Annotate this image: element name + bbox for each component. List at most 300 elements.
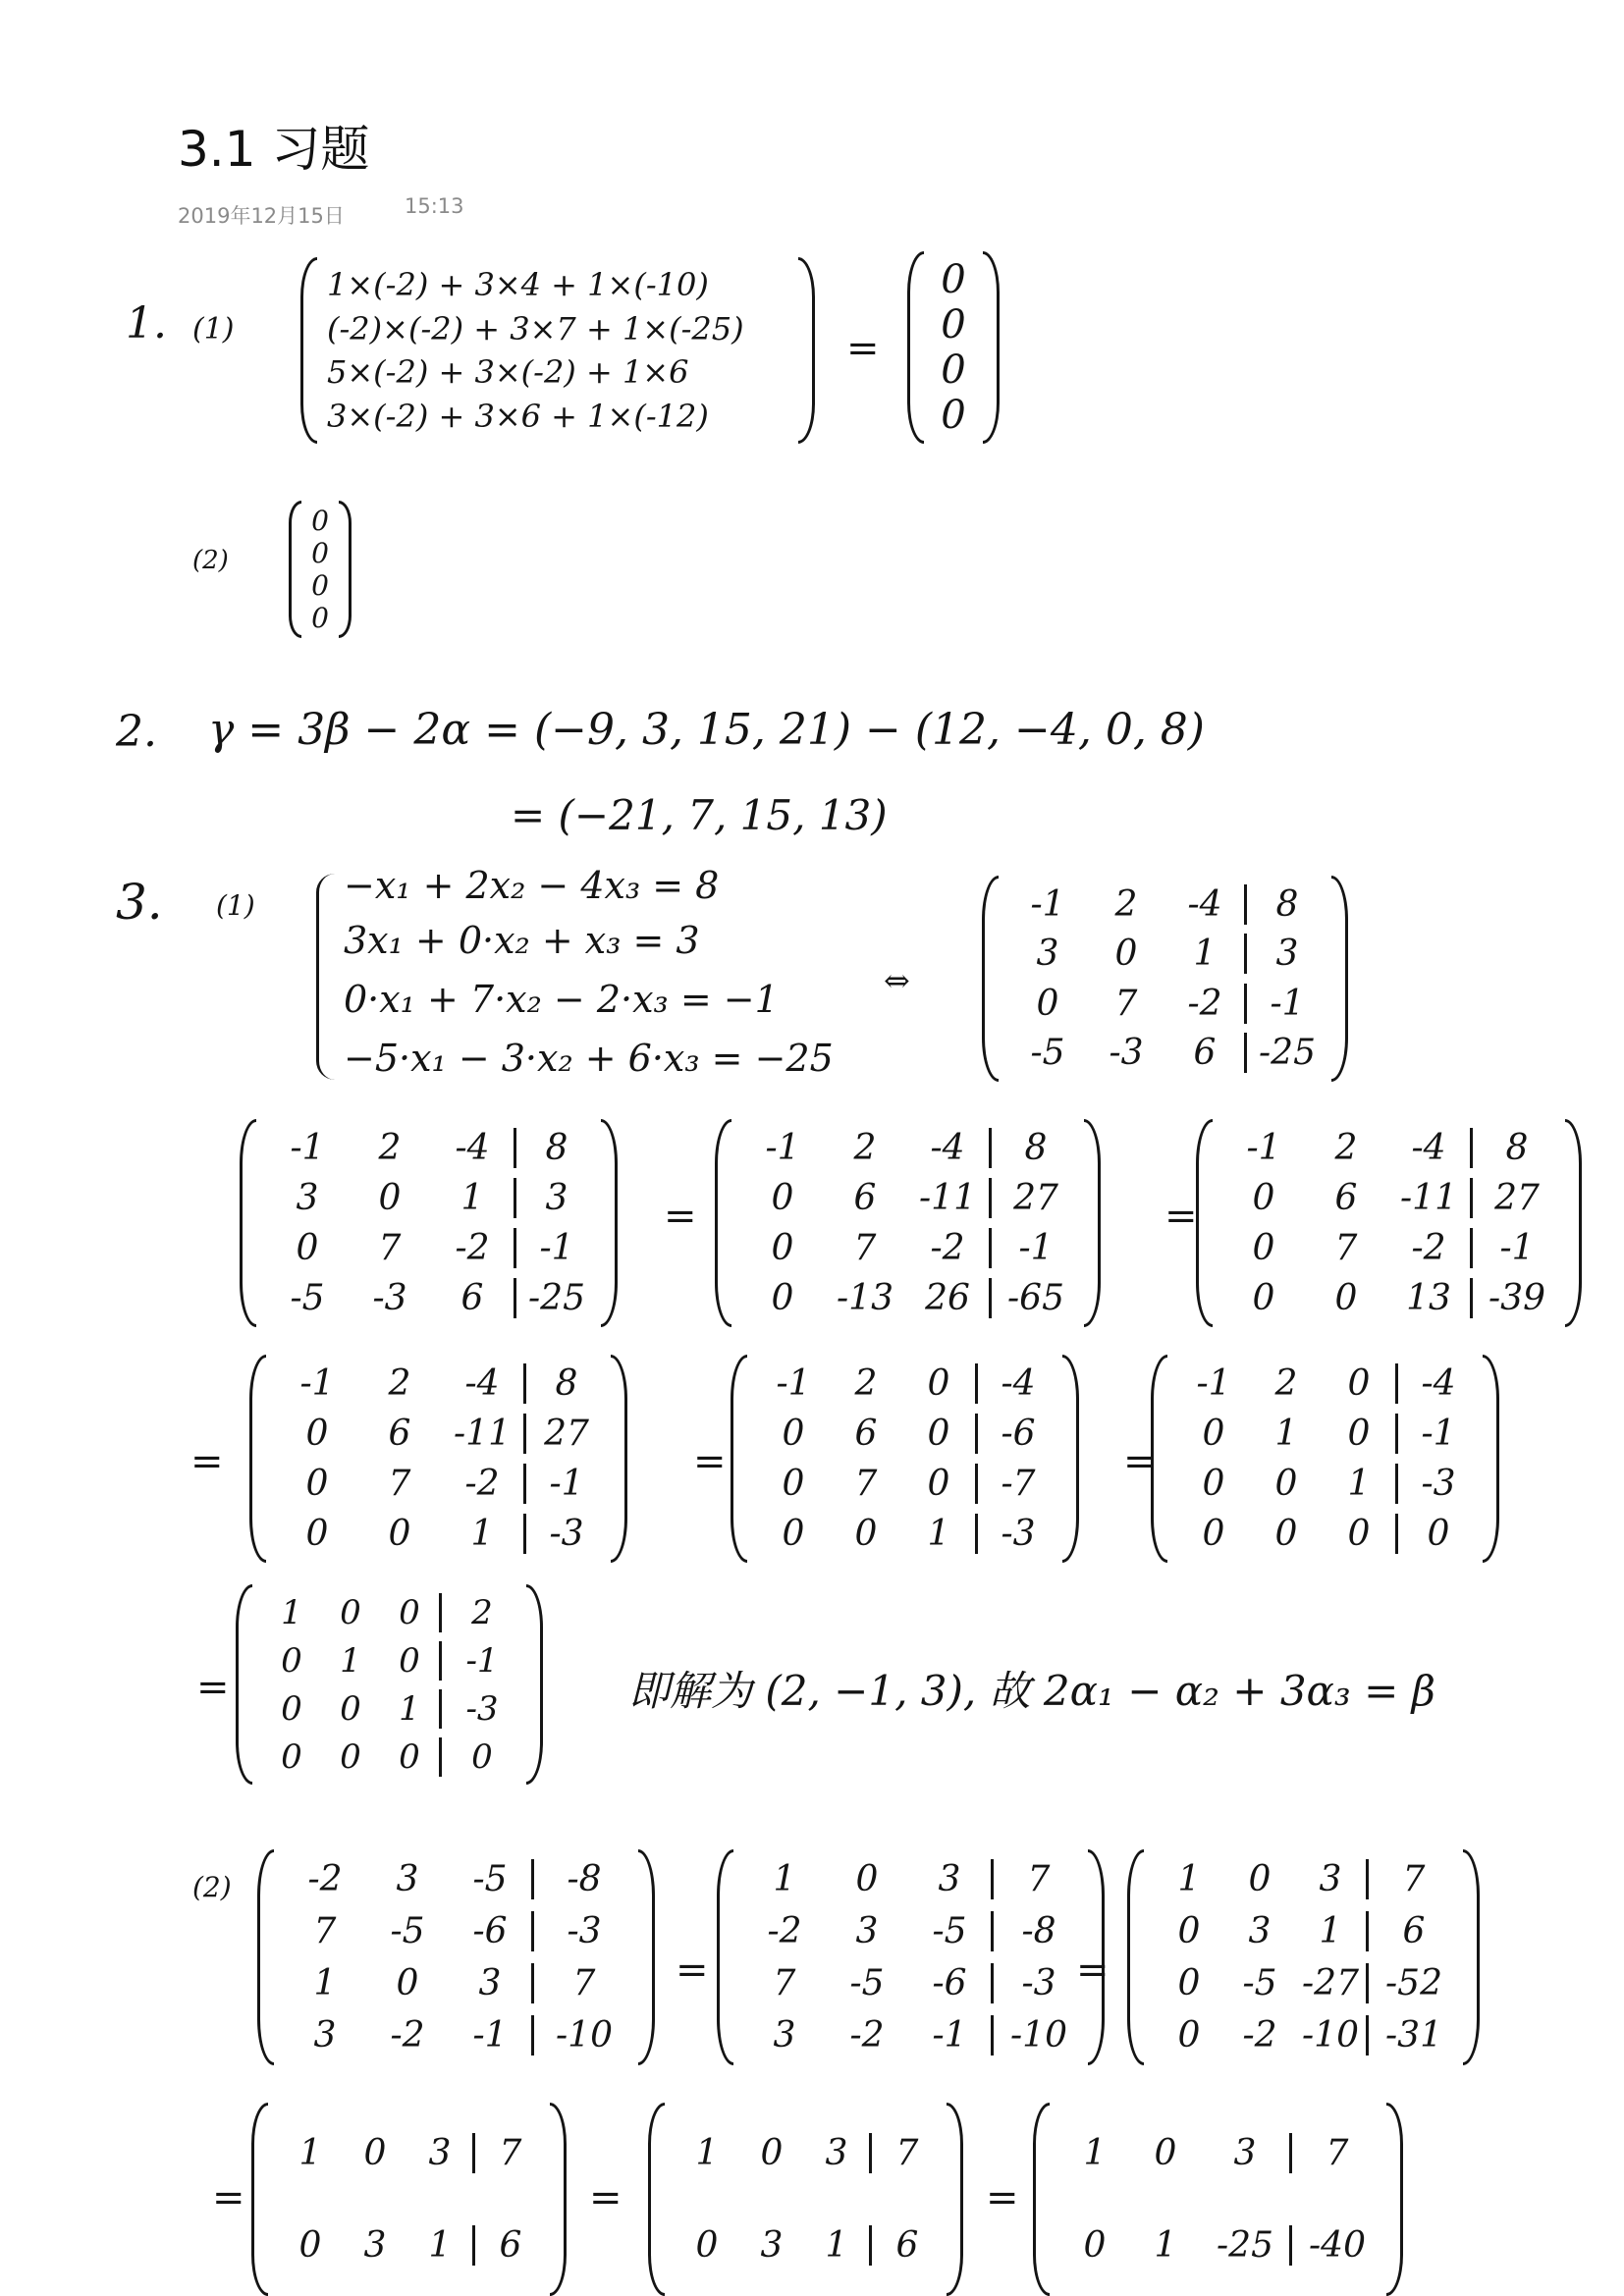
left-paren — [1127, 1849, 1144, 2065]
matrix-row — [675, 2133, 937, 2173]
matrix-cell: 0 — [760, 2132, 784, 2173]
matrix-cell: -25 — [514, 1278, 591, 1318]
matrix-row — [266, 1278, 591, 1318]
left-paren — [236, 1584, 252, 1785]
matrix-cell: 27 — [1470, 1178, 1555, 1218]
matrix-cell: 0 — [296, 1228, 319, 1268]
matrix-cell: 7 — [1334, 1228, 1358, 1268]
matrix-cell: -4 — [975, 1363, 1053, 1404]
matrix-row — [1177, 1464, 1473, 1504]
matrix-cell: 1 — [340, 1640, 361, 1681]
matrix-cell: -39 — [1470, 1278, 1555, 1318]
matrix-cell: -27 — [1302, 1963, 1359, 2003]
equals-sign: = — [693, 1439, 727, 1484]
matrix-cell: 0 — [1347, 1414, 1371, 1454]
matrix-row — [1154, 2015, 1453, 2056]
problem-1-part-1: (1) — [192, 312, 235, 347]
result-entry: 0 — [311, 602, 329, 634]
system-equation: 0·x₁ + 7·x₂ − 2·x₃ = −1 — [344, 978, 779, 1021]
matrix-row — [276, 1464, 601, 1504]
matrix-cell: -3 — [523, 1514, 601, 1554]
matrix-cell: 1 — [773, 1859, 796, 1899]
matrix-cell: -4 — [1395, 1363, 1473, 1404]
matrix-row — [262, 1593, 516, 1632]
left-paren — [257, 1849, 274, 2065]
matrix-cell: -52 — [1366, 1963, 1453, 2003]
matrix-cell: 2 — [378, 1128, 402, 1168]
left-paren — [715, 1119, 731, 1327]
matrix-row — [284, 2015, 628, 2056]
matrix-cell: 7 — [313, 1911, 337, 1951]
matrix-cell: 0 — [1202, 1464, 1225, 1504]
left-paren — [249, 1355, 266, 1563]
matrix-cell: 0 — [1252, 1228, 1275, 1268]
system-equation: −x₁ + 2x₂ − 4x₃ = 8 — [344, 864, 720, 907]
equals-sign: = — [1076, 1948, 1110, 1993]
matrix-cell: 0 — [1252, 1278, 1275, 1318]
matrix-cell: 6 — [388, 1414, 411, 1454]
solution-conclusion: 即解为 (2, −1, 3), 故 2α₁ − α₂ + 3α₃ = β — [628, 1667, 1435, 1715]
matrix-cell: 1 — [313, 1963, 337, 2003]
matrix-cell: 7 — [472, 2133, 540, 2173]
matrix-cell: 3 — [825, 2132, 848, 2173]
matrix-row — [1222, 1178, 1555, 1218]
matrix-cell: 1 — [399, 1688, 420, 1729]
matrix-row — [276, 1414, 601, 1454]
matrix-cell: 0 — [771, 1228, 794, 1268]
matrix-cell: -5 — [1030, 1033, 1065, 1074]
result-entry: 0 — [941, 302, 966, 347]
note-date: 2019年12月15日 — [178, 204, 345, 228]
matrix-cell: 2 — [439, 1593, 516, 1632]
matrix-cell: 7 — [531, 1963, 628, 2003]
matrix-row — [743, 2015, 1078, 2056]
matrix-cell: -5 — [849, 1963, 885, 2003]
matrix-cell: 7 — [1366, 1859, 1453, 1899]
system-equation: 3x₁ + 0·x₂ + x₃ = 3 — [344, 919, 700, 962]
equals-sign: = — [1164, 1194, 1198, 1239]
matrix-cell: -1 — [1395, 1414, 1473, 1454]
matrix-cell: 6 — [854, 1414, 878, 1454]
matrix-row — [1059, 2225, 1377, 2266]
matrix-cell: 7 — [1289, 2133, 1377, 2173]
matrix-cell: -31 — [1366, 2015, 1453, 2056]
matrix-cell: -1 — [989, 1228, 1074, 1268]
matrix-cell: 8 — [1244, 884, 1322, 925]
matrix-row — [741, 1178, 1074, 1218]
matrix-cell: 0 — [340, 1688, 361, 1729]
matrix-cell: 7 — [854, 1464, 878, 1504]
matrix-cell: -8 — [991, 1911, 1078, 1951]
augmented-matrix — [236, 1584, 543, 1785]
matrix-row — [1059, 2133, 1377, 2173]
left-paren — [648, 2103, 665, 2296]
matrix-cell: 0 — [1274, 1514, 1298, 1554]
matrix-row — [266, 1178, 591, 1218]
matrix-cell: 0 — [305, 1414, 329, 1454]
matrix-cell: 3 — [514, 1178, 591, 1218]
matrix-row — [1154, 1911, 1453, 1951]
problem-2-line-1: γ = 3β − 2α = (−9, 3, 15, 21) − (12, −4, 0, 8) — [208, 705, 1205, 755]
matrix-cell: 0 — [340, 1592, 361, 1632]
matrix-cell: -4 — [1187, 883, 1222, 925]
matrix-cell: 0 — [1177, 1963, 1201, 2003]
matrix-cell: 0 — [378, 1178, 402, 1218]
matrix-cell: 1 — [281, 1592, 302, 1632]
matrix-cell: 8 — [523, 1363, 601, 1404]
left-paren — [1033, 2103, 1050, 2296]
system-brace — [316, 874, 335, 1080]
matrix-cell: -1 — [290, 1128, 325, 1168]
equals-sign: = — [196, 1665, 230, 1710]
matrix-row — [1154, 1859, 1453, 1899]
equals-sign: = — [1123, 1439, 1157, 1484]
problem-1-result-vector — [907, 251, 1000, 444]
problem-1-product-matrix — [300, 257, 815, 444]
matrix-cell: 0 — [281, 1736, 302, 1777]
matrix-cell: -5 — [472, 1859, 508, 1899]
matrix-cell: 1 — [1154, 2225, 1177, 2267]
result-entry: 0 — [311, 569, 329, 602]
augmented-matrix — [257, 1849, 655, 2065]
left-paren — [251, 2103, 268, 2296]
matrix-cell: -1 — [776, 1363, 811, 1404]
matrix-cell: 0 — [298, 2225, 322, 2267]
augmented-matrix — [1127, 1849, 1480, 2065]
matrix-cell: 7 — [378, 1228, 402, 1268]
matrix-cell: -1 — [299, 1363, 335, 1404]
matrix-cell: 0 — [1334, 1278, 1358, 1318]
matrix-cell: 2 — [1274, 1363, 1298, 1404]
matrix-cell: 6 — [1193, 1033, 1217, 1074]
matrix-row — [757, 1414, 1053, 1454]
matrix-cell: -2 — [930, 1228, 965, 1268]
matrix-cell: 1 — [825, 2225, 848, 2267]
right-paren — [526, 1584, 543, 1785]
matrix-cell: 0 — [855, 1859, 879, 1899]
matrix-cell: 1 — [1319, 1911, 1342, 1951]
matrix-cell: -1 — [1196, 1363, 1231, 1404]
matrix-cell: 0 — [399, 1736, 420, 1777]
matrix-cell: -1 — [932, 2015, 967, 2056]
matrix-cell: 0 — [782, 1414, 805, 1454]
matrix-cell: 6 — [869, 2225, 937, 2266]
matrix-cell: 7 — [1114, 983, 1138, 1024]
equals-sign: = — [664, 1194, 697, 1239]
matrix-cell: 3 — [363, 2225, 387, 2267]
right-paren — [1386, 2103, 1403, 2296]
matrix-cell: 7 — [869, 2133, 937, 2173]
matrix-cell: -1 — [472, 2015, 508, 2056]
matrix-row — [262, 1689, 516, 1729]
matrix-cell: 7 — [388, 1464, 411, 1504]
matrix-cell: 0 — [782, 1464, 805, 1504]
matrix-cell: 0 — [439, 1737, 516, 1777]
augmented-matrix — [1033, 2103, 1403, 2296]
augmented-matrix — [1196, 1119, 1582, 1327]
matrix-row — [1222, 1128, 1555, 1168]
equivalence-arrow: ⇔ — [884, 962, 910, 999]
left-paren — [717, 1849, 733, 2065]
matrix-cell: 7 — [991, 1859, 1078, 1899]
matrix-cell: -3 — [372, 1278, 407, 1318]
matrix-cell: -3 — [991, 1963, 1078, 2003]
augmented-matrix — [1151, 1355, 1499, 1563]
matrix-row — [1222, 1278, 1555, 1318]
matrix-cell: 3 — [773, 2015, 796, 2056]
augmented-matrix — [251, 2103, 567, 2296]
result-entry: 0 — [941, 347, 966, 393]
matrix-row — [757, 1363, 1053, 1404]
matrix-row — [743, 1963, 1078, 2003]
matrix-cell: 3 — [1233, 2132, 1257, 2173]
matrix-cell: 27 — [989, 1178, 1074, 1218]
matrix-cell: 7 — [853, 1228, 877, 1268]
matrix-cell: -11 — [919, 1178, 976, 1218]
matrix-cell: 0 — [927, 1363, 950, 1404]
matrix-cell: 3 — [1248, 1911, 1272, 1951]
matrix-cell: -10 — [531, 2015, 628, 2056]
matrix-cell: 0 — [281, 1640, 302, 1681]
problem-1-number: 1. — [126, 298, 167, 348]
right-paren — [1084, 1119, 1101, 1327]
matrix-cell: -1 — [439, 1641, 516, 1681]
matrix-cell: -11 — [454, 1414, 511, 1454]
matrix-cell: -11 — [1400, 1178, 1457, 1218]
matrix-cell: -2 — [464, 1464, 500, 1504]
matrix-cell: 1 — [298, 2132, 322, 2173]
matrix-cell: 0 — [1202, 1514, 1225, 1554]
matrix-cell: -10 — [1302, 2015, 1359, 2056]
matrix-cell: -3 — [975, 1514, 1053, 1554]
product-row: 3×(-2) + 3×6 + 1×(-12) — [327, 397, 709, 435]
matrix-row — [278, 2225, 540, 2266]
problem-3-part-1: (1) — [216, 889, 255, 922]
matrix-cell: 3 — [478, 1963, 502, 2003]
matrix-cell: -5 — [290, 1278, 325, 1318]
right-paren — [1331, 876, 1348, 1082]
matrix-cell: 0 — [399, 1640, 420, 1681]
matrix-cell: 3 — [938, 1859, 961, 1899]
matrix-cell: -4 — [464, 1363, 500, 1404]
matrix-cell: -4 — [1411, 1128, 1446, 1168]
matrix-cell: 0 — [927, 1464, 950, 1504]
matrix-cell: -25 — [1244, 1033, 1322, 1073]
matrix-cell: 0 — [1177, 2015, 1201, 2056]
matrix-cell: 2 — [1334, 1128, 1358, 1168]
augmented-matrix — [648, 2103, 963, 2296]
matrix-row — [266, 1128, 591, 1168]
matrix-cell: -3 — [1109, 1033, 1144, 1074]
matrix-row — [276, 1363, 601, 1404]
matrix-cell: 0 — [1083, 2225, 1107, 2267]
equals-sign: = — [986, 2175, 1019, 2220]
right-paren — [947, 2103, 963, 2296]
matrix-row — [278, 2133, 540, 2173]
left-paren — [1196, 1119, 1213, 1327]
matrix-row — [1008, 934, 1322, 974]
equals-sign: = — [212, 2175, 245, 2220]
matrix-row — [1177, 1414, 1473, 1454]
matrix-cell: 0 — [1036, 983, 1059, 1024]
matrix-cell: -1 — [1244, 984, 1322, 1024]
matrix-cell: 1 — [470, 1514, 494, 1554]
matrix-cell: -5 — [390, 1911, 425, 1951]
matrix-cell: 1 — [927, 1514, 950, 1554]
matrix-cell: 0 — [305, 1464, 329, 1504]
matrix-cell: 0 — [927, 1414, 950, 1454]
matrix-cell: -1 — [765, 1128, 800, 1168]
matrix-cell: -3 — [531, 1911, 628, 1951]
note-time: 15:13 — [405, 194, 464, 218]
matrix-row — [743, 1859, 1078, 1899]
matrix-row — [284, 1859, 628, 1899]
right-paren — [1565, 1119, 1582, 1327]
matrix-cell: 6 — [853, 1178, 877, 1218]
matrix-cell: 3 — [313, 2015, 337, 2056]
matrix-row — [262, 1737, 516, 1777]
matrix-cell: 1 — [428, 2225, 452, 2267]
matrix-cell: 0 — [396, 1963, 419, 2003]
matrix-cell: 3 — [428, 2132, 452, 2173]
problem-2-number: 2. — [116, 707, 157, 757]
matrix-cell: 0 — [1395, 1514, 1473, 1554]
matrix-cell: 3 — [296, 1178, 319, 1218]
matrix-cell: 0 — [1274, 1464, 1298, 1504]
matrix-cell: 3 — [1036, 934, 1059, 975]
matrix-row — [743, 1911, 1078, 1951]
matrix-cell: -6 — [472, 1911, 508, 1951]
problem-2-line-2: = (−21, 7, 15, 13) — [511, 791, 888, 839]
matrix-cell: 0 — [1202, 1414, 1225, 1454]
augmented-matrix — [717, 1849, 1105, 2065]
equals-sign: = — [676, 1948, 709, 1993]
matrix-cell: -40 — [1289, 2225, 1377, 2266]
matrix-cell: -4 — [930, 1128, 965, 1168]
matrix-cell: 0 — [771, 1178, 794, 1218]
matrix-cell: 0 — [1177, 1911, 1201, 1951]
equals-sign: = — [589, 2175, 623, 2220]
product-row: (-2)×(-2) + 3×7 + 1×(-25) — [327, 309, 744, 347]
matrix-cell: 0 — [399, 1592, 420, 1632]
matrix-row — [741, 1278, 1074, 1318]
matrix-cell: 8 — [989, 1128, 1074, 1168]
right-paren — [611, 1355, 627, 1563]
matrix-cell: 0 — [1347, 1514, 1371, 1554]
matrix-row — [284, 1963, 628, 2003]
problem-1-part-2: (2) — [192, 546, 229, 575]
matrix-row — [1008, 1033, 1322, 1073]
matrix-row — [1008, 884, 1322, 925]
matrix-cell: 8 — [514, 1128, 591, 1168]
matrix-cell: -5 — [932, 1911, 967, 1951]
matrix-cell: 0 — [281, 1688, 302, 1729]
matrix-row — [741, 1228, 1074, 1268]
matrix-cell: 7 — [773, 1963, 796, 2003]
matrix-cell: -8 — [531, 1859, 628, 1899]
matrix-cell: 1 — [1274, 1414, 1298, 1454]
matrix-cell: 1 — [1347, 1464, 1371, 1504]
matrix-cell: -3 — [439, 1689, 516, 1729]
right-paren — [1062, 1355, 1079, 1563]
matrix-cell: 2 — [854, 1363, 878, 1404]
right-paren — [638, 1849, 655, 2065]
augmented-matrix — [249, 1355, 627, 1563]
matrix-row — [276, 1514, 601, 1554]
matrix-cell: 0 — [854, 1514, 878, 1554]
matrix-cell: -1 — [514, 1228, 591, 1268]
matrix-cell: 3 — [1244, 934, 1322, 974]
equals-sign: = — [846, 326, 880, 371]
matrix-cell: -1 — [1246, 1128, 1281, 1168]
matrix-cell: 0 — [1252, 1178, 1275, 1218]
right-paren — [550, 2103, 567, 2296]
left-paren — [731, 1355, 747, 1563]
equals-sign: = — [190, 1439, 224, 1484]
matrix-cell: -4 — [455, 1128, 490, 1168]
matrix-cell: 0 — [340, 1736, 361, 1777]
product-row: 5×(-2) + 3×(-2) + 1×6 — [327, 353, 689, 392]
matrix-cell: -2 — [390, 2015, 425, 2056]
result-entry: 0 — [311, 505, 329, 537]
matrix-cell: 26 — [925, 1278, 970, 1318]
matrix-cell: -2 — [767, 1911, 802, 1951]
matrix-cell: -65 — [989, 1278, 1074, 1318]
right-paren — [1463, 1849, 1480, 2065]
matrix-cell: 27 — [523, 1414, 601, 1454]
matrix-cell: 0 — [782, 1514, 805, 1554]
matrix-cell: 8 — [1470, 1128, 1555, 1168]
result-entry: 0 — [311, 537, 329, 569]
matrix-cell: 0 — [388, 1514, 411, 1554]
matrix-cell: -2 — [1411, 1228, 1446, 1268]
matrix-cell: 6 — [1366, 1911, 1453, 1951]
matrix-cell: -3 — [1395, 1464, 1473, 1504]
matrix-cell: 0 — [1248, 1859, 1272, 1899]
matrix-cell: 0 — [305, 1514, 329, 1554]
matrix-cell: 2 — [853, 1128, 877, 1168]
matrix-cell: 1 — [1177, 1859, 1201, 1899]
matrix-cell: -2 — [1242, 2015, 1277, 2056]
right-paren — [601, 1119, 618, 1327]
matrix-cell: 3 — [396, 1859, 419, 1899]
page-title: 3.1 习题 — [178, 121, 370, 178]
matrix-cell: 2 — [1114, 883, 1138, 925]
matrix-cell: 3 — [760, 2225, 784, 2267]
problem-3-number: 3. — [116, 874, 163, 931]
system-equation: −5·x₁ − 3·x₂ + 6·x₃ = −25 — [344, 1037, 834, 1080]
matrix-row — [1008, 984, 1322, 1024]
matrix-cell: 0 — [771, 1278, 794, 1318]
matrix-cell: 1 — [1083, 2132, 1107, 2173]
matrix-cell: 3 — [855, 1911, 879, 1951]
result-entry: 0 — [941, 257, 966, 302]
augmented-matrix — [731, 1355, 1079, 1563]
matrix-row — [266, 1228, 591, 1268]
matrix-cell: 3 — [1319, 1859, 1342, 1899]
matrix-row — [757, 1464, 1053, 1504]
matrix-cell: 2 — [388, 1363, 411, 1404]
matrix-cell: -13 — [837, 1278, 893, 1318]
augmented-matrix — [982, 876, 1348, 1082]
left-paren — [240, 1119, 256, 1327]
matrix-cell: -25 — [1217, 2225, 1273, 2267]
matrix-cell: -2 — [1187, 983, 1222, 1024]
matrix-row — [757, 1514, 1053, 1554]
matrix-cell: -2 — [455, 1228, 490, 1268]
augmented-matrix — [240, 1119, 618, 1327]
matrix-row — [262, 1641, 516, 1681]
